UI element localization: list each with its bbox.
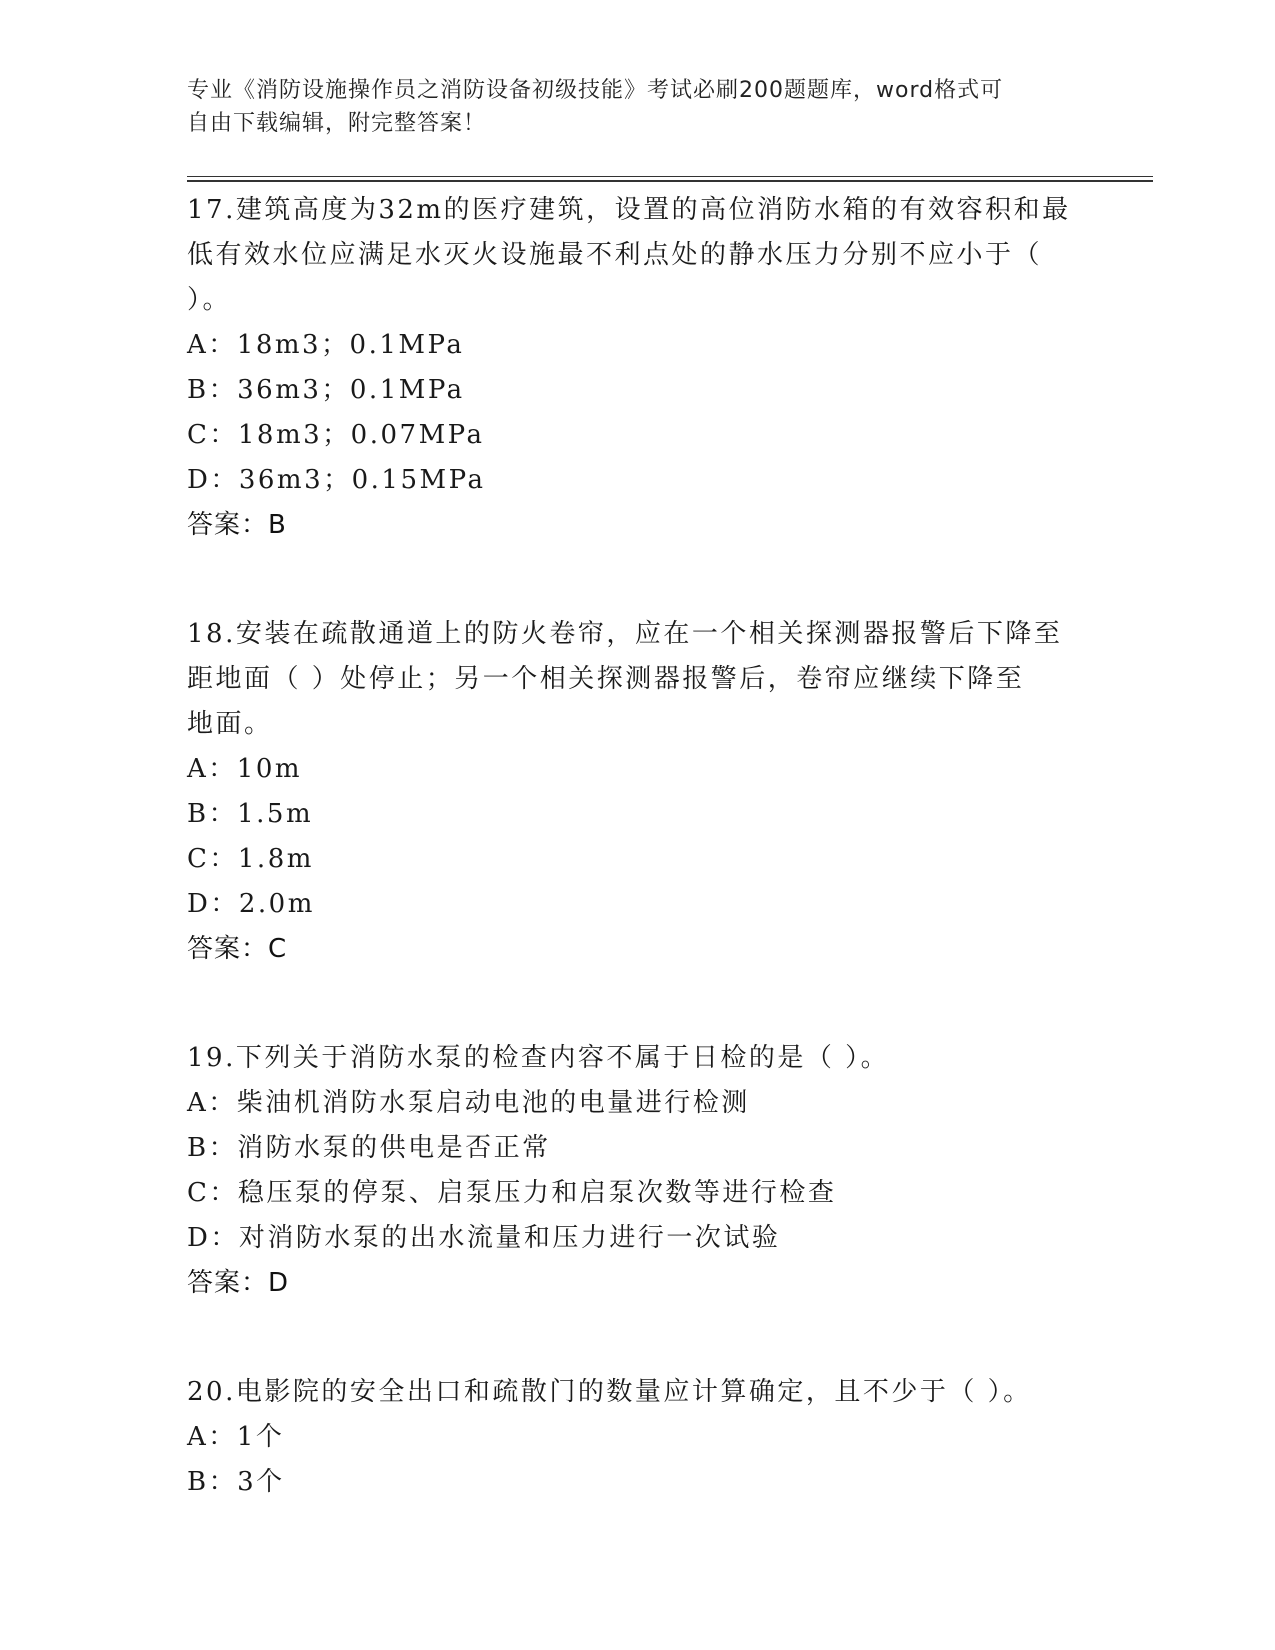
- option-a: A：柴油机消防水泵启动电池的电量进行检测: [187, 1088, 750, 1118]
- option-d: D：36m3；0.15MPa: [187, 465, 486, 495]
- option-c: C：稳压泵的停泵、启泵压力和启泵次数等进行检查: [187, 1178, 837, 1208]
- question-17: [187, 188, 1087, 548]
- option-d: D：对消防水泵的出水流量和压力进行一次试验: [187, 1223, 781, 1253]
- header-line-2: 自由下载编辑，附完整答案！: [187, 111, 487, 136]
- header-divider-top: [187, 176, 1153, 177]
- question-18: [187, 612, 1087, 972]
- question-stem-line: 距地面（ ）处停止；另一个相关探测器报警后，卷帘应继续下降至: [187, 664, 1025, 694]
- option-b: B：36m3；0.1MPa: [187, 375, 465, 405]
- document-header: [187, 74, 1077, 140]
- question-stem-line: 17.建筑高度为32m的医疗建筑，设置的高位消防水箱的有效容积和最: [187, 195, 1071, 225]
- option-a: A：10m: [187, 754, 303, 784]
- question-stem-line: 低有效水位应满足水灭火设施最不利点处的静水压力分别不应小于（: [187, 240, 1043, 270]
- header-line-1: 专业《消防设施操作员之消防设备初级技能》考试必刷200题题库，word格式可: [187, 78, 1004, 103]
- option-d: D：2.0m: [187, 889, 315, 919]
- option-b: B：3个: [187, 1467, 285, 1497]
- answer-label: 答案：D: [187, 1268, 290, 1298]
- option-a: A：1个: [187, 1422, 285, 1452]
- header-divider-bottom: [187, 180, 1153, 182]
- option-a: A：18m3；0.1MPa: [187, 330, 465, 360]
- answer-label: 答案：B: [187, 510, 287, 540]
- option-b: B：1.5m: [187, 799, 314, 829]
- question-stem-line: 19.下列关于消防水泵的检查内容不属于日检的是（ ）。: [187, 1043, 890, 1073]
- answer-label: 答案：C: [187, 934, 288, 964]
- question-stem-line: ）。: [187, 285, 232, 315]
- question-stem-line: 20.电影院的安全出口和疏散门的数量应计算确定，且不少于（ ）。: [187, 1377, 1032, 1407]
- option-b: B：消防水泵的供电是否正常: [187, 1133, 551, 1163]
- question-list: [187, 188, 1087, 1569]
- question-stem-line: 18.安装在疏散通道上的防火卷帘，应在一个相关探测器报警后下降至: [187, 619, 1063, 649]
- question-19: [187, 1036, 1087, 1306]
- question-20: [187, 1370, 1087, 1505]
- option-c: C：1.8m: [187, 844, 314, 874]
- question-stem-line: 地面。: [187, 709, 273, 739]
- option-c: C：18m3；0.07MPa: [187, 420, 485, 450]
